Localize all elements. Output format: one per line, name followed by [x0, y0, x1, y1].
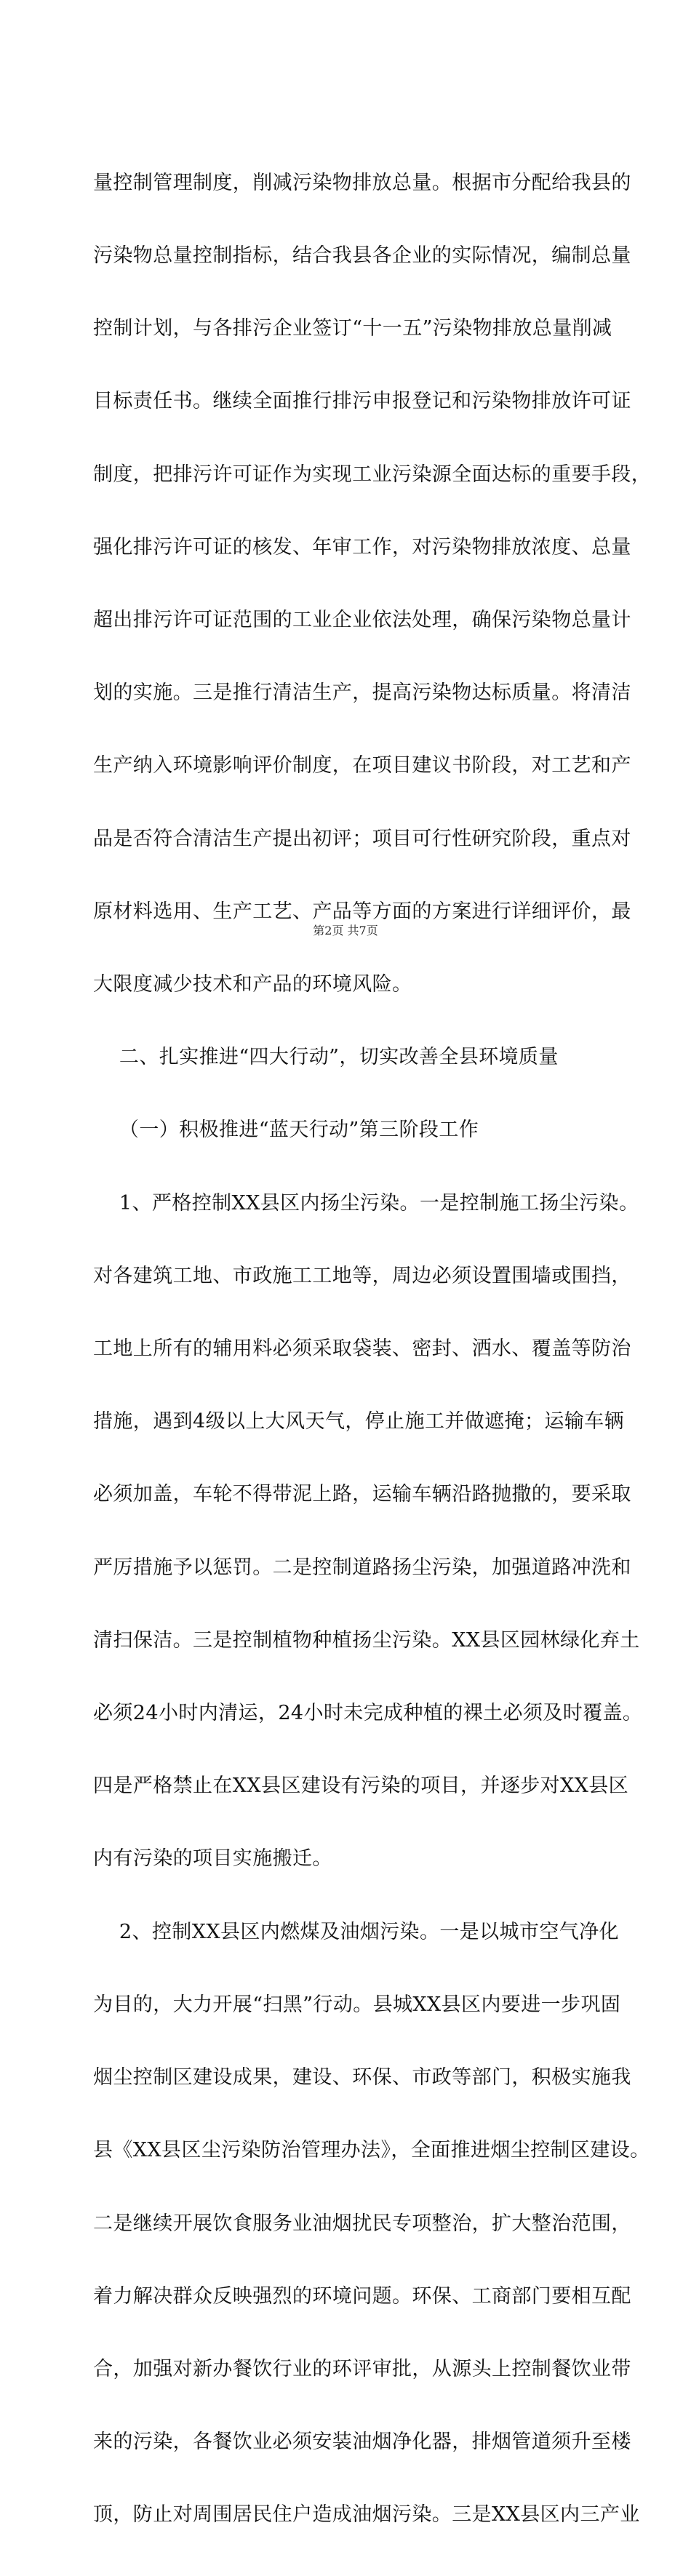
text-line: 措施，遇到4级以上大风天气，停止施工并做遮掩；运输车辆	[93, 1410, 624, 1433]
text-line: 品是否符合清洁生产提出初评；项目可行性研究阶段，重点对	[93, 827, 631, 850]
text-line: 顶，防止对周围居民住户造成油烟污染。三是XX县区内三产业	[93, 2503, 640, 2527]
text-line: 清扫保洁。三是控制植物种植扬尘污染。XX县区园林绿化弃土	[93, 1628, 640, 1652]
text-line: 原材料选用、生产工艺、产品等方面的方案进行详细评价，最	[93, 900, 631, 923]
section-heading: 二、扎实推进“四大行动”，切实改善全县环境质量	[93, 1046, 559, 1069]
text-line: 大限度减少技术和产品的环境风险。	[93, 973, 412, 996]
text-line: 强化排污许可证的核发、年审工作，对污染物排放浓度、总量	[93, 535, 631, 559]
text-line: 内有污染的项目实施搬迁。	[93, 1847, 332, 1871]
text-line: 量控制管理制度，削减污染物排放总量。根据市分配给我县的	[93, 171, 631, 194]
text-line: 对各建筑工地、市政施工工地等，周边必须设置围墙或围挡，	[93, 1264, 631, 1287]
text-line: 严厉措施予以惩罚。二是控制道路扬尘污染，加强道路冲洗和	[93, 1556, 631, 1579]
text-line: 来的污染，各餐饮业必须安装油烟净化器，排烟管道须升至楼	[93, 2431, 631, 2454]
text-line: 合，加强对新办餐饮行业的环评审批，从源头上控制餐饮业带	[93, 2357, 631, 2380]
text-line: 着力解决群众反映强烈的环境问题。环保、工商部门要相互配	[93, 2284, 631, 2308]
text-line: 超出排污许可证范围的工业企业依法处理，确保污染物总量计	[93, 609, 631, 632]
page-number-footer: 第2页 共7页	[313, 924, 378, 937]
text-line: 烟尘控制区建设成果，建设、环保、市政等部门，积极实施我	[93, 2066, 631, 2089]
text-line: 污染物总量控制指标，结合我县各企业的实际情况，编制总量	[93, 244, 631, 268]
text-line: 四是严格禁止在XX县区建设有污染的项目，并逐步对XX县区	[93, 1775, 629, 1798]
text-line: 必须加盖，车轮不得带泥上路，运输车辆沿路抛撒的，要采取	[93, 1483, 631, 1506]
text-line: 2、控制XX县区内燃煤及油烟污染。一是以城市空气净化	[93, 1920, 619, 1943]
text-line: 制度，把排污许可证作为实现工业污染源全面达标的重要手段，	[93, 463, 652, 486]
text-line: 控制计划，与各排污企业签订“十一五”污染物排放总量削减	[93, 317, 612, 340]
subsection-heading: （一）积极推进“蓝天行动”第三阶段工作	[93, 1119, 479, 1142]
text-line: 县《XX县区尘污染防治管理办法》，全面推进烟尘控制区建设。	[93, 2139, 650, 2162]
text-line: 为目的，大力开展“扫黑”行动。县城XX县区内要进一步巩固	[93, 1993, 621, 2016]
text-line: 二是继续开展饮食服务业油烟扰民专项整治，扩大整治范围，	[93, 2212, 631, 2235]
text-line: 划的实施。三是推行清洁生产，提高污染物达标质量。将清洁	[93, 681, 631, 705]
text-line: 必须24小时内清运，24小时未完成种植的裸土必须及时覆盖。	[93, 1702, 643, 1725]
text-line: 工地上所有的辅用料必须采取袋装、密封、洒水、覆盖等防治	[93, 1337, 631, 1361]
text-line: 目标责任书。继续全面推行排污申报登记和污染物排放许可证	[93, 390, 631, 413]
document-body	[93, 122, 652, 2576]
text-line: 1、严格控制XX县区内扬尘污染。一是控制施工扬尘污染。	[93, 1191, 639, 1215]
text-line: 生产纳入环境影响评价制度，在项目建议书阶段，对工艺和产	[93, 754, 631, 777]
